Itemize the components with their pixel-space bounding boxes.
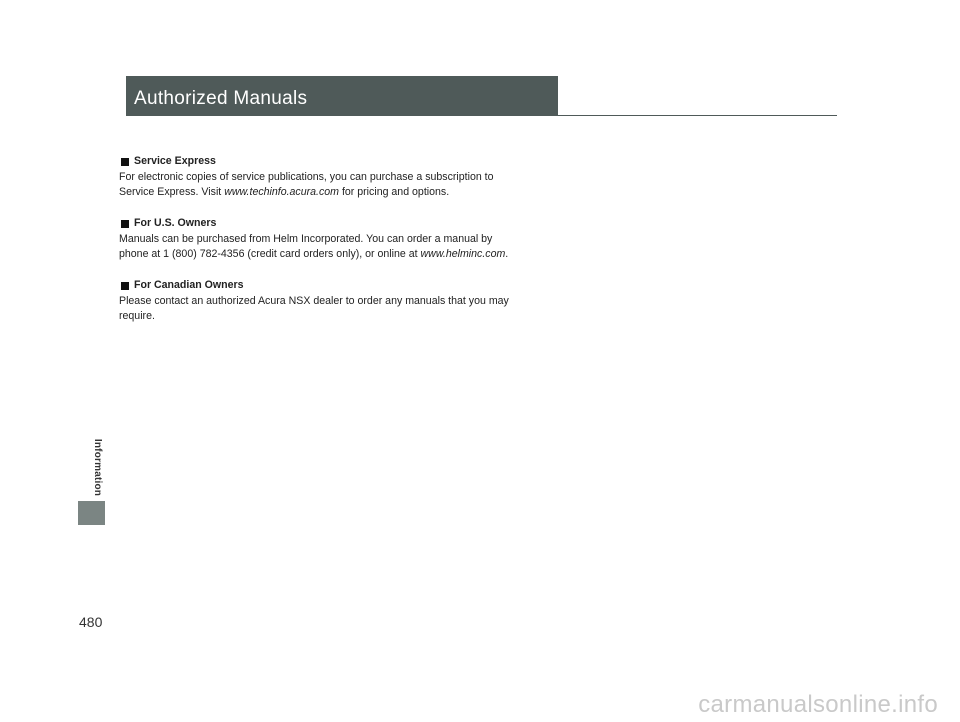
title-rule [126, 115, 837, 116]
body-text: Please contact an authorized Acura NSX dealer to order any manuals that you may [119, 294, 509, 307]
square-bullet-icon [121, 220, 129, 228]
side-tab [90, 434, 106, 500]
page-number: 480 [79, 614, 103, 630]
section-heading [119, 278, 569, 294]
body-line [119, 232, 569, 248]
techinfo-link[interactable]: www.techinfo.acura.com [224, 186, 340, 198]
section-heading [119, 216, 569, 232]
helminc-link[interactable]: www.helminc.com [420, 248, 506, 260]
side-tab-marker [78, 501, 105, 525]
body-line [119, 185, 569, 201]
section-heading [119, 154, 569, 170]
page-title: Authorized Manuals [134, 88, 308, 109]
body-text: For electronic copies of service publications, you can purchase a subscription to [119, 170, 494, 183]
body-line [119, 170, 569, 186]
body-text: Service Express. Visit [119, 186, 225, 198]
manual-content [119, 154, 569, 340]
heading-text: Service Express [134, 155, 216, 167]
watermark: carmanualsonline.info [698, 691, 938, 718]
body-text: . [505, 248, 509, 260]
body-text: for pricing and options. [339, 186, 450, 198]
square-bullet-icon [121, 282, 129, 290]
body-text: phone at 1 (800) 782-4356 (credit card orders only), or online at [119, 248, 421, 260]
body-text: require. [119, 310, 155, 322]
square-bullet-icon [121, 158, 129, 166]
side-tab-label: Information [92, 438, 104, 496]
heading-text: For U.S. Owners [134, 217, 217, 229]
body-text: Manuals can be purchased from Helm Incorporated. You can order a manual by [119, 232, 493, 245]
section-canadian-owners [119, 278, 569, 325]
heading-text: For Canadian Owners [134, 279, 244, 291]
section-service-express [119, 154, 569, 201]
body-line [119, 309, 569, 325]
section-us-owners [119, 216, 569, 263]
body-line [119, 247, 569, 263]
body-line [119, 294, 569, 310]
